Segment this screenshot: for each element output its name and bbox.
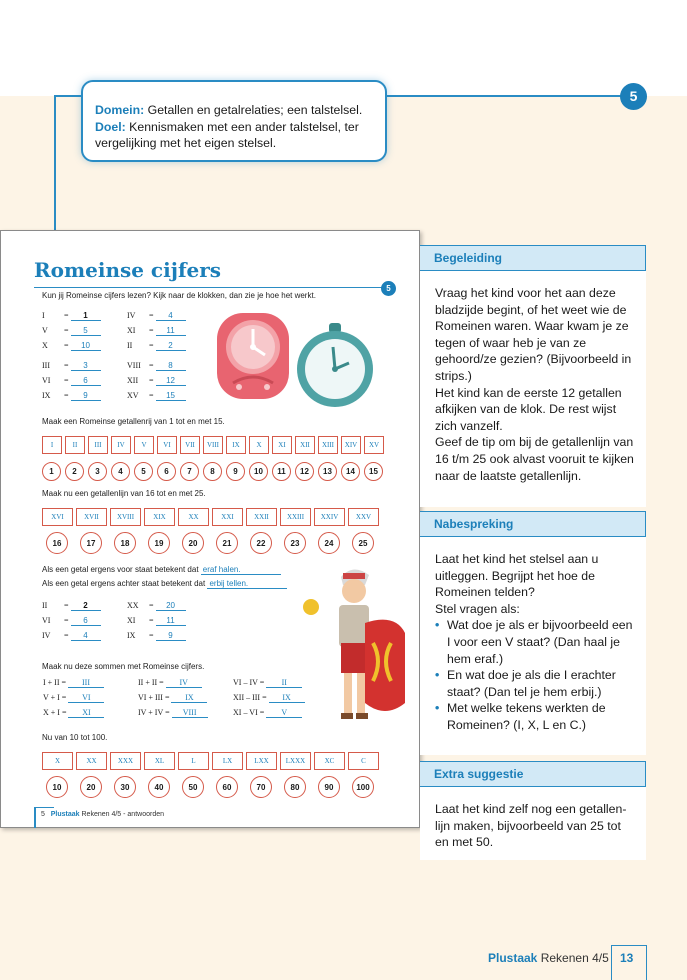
roman-numeral: VIII (127, 361, 141, 370)
number-circle: 5 (134, 462, 153, 481)
roman-equation (42, 601, 101, 611)
nabespreking-text (435, 551, 638, 617)
roman-numeral: III (42, 361, 50, 370)
roman-box: XXI (212, 508, 243, 526)
number-circle: 25 (352, 532, 374, 554)
roman-numeral: VI (42, 616, 51, 625)
roman-box: II (65, 436, 85, 454)
workbook-intro: Kun jij Romeinse cijfers lezen? Kijk naar de klokken, dan zie je hoe het werkt. (42, 291, 316, 300)
roman-sum (43, 693, 104, 703)
sum-answer: VIII (172, 708, 208, 718)
equals-sign: = (64, 376, 71, 385)
rule-1-answer: eraf halen. (201, 565, 281, 575)
number-circle: 23 (284, 532, 306, 554)
number-circle: 13 (318, 462, 337, 481)
roman-box: I (42, 436, 62, 454)
roman-box: LXXX (280, 752, 311, 770)
roman-equation (127, 376, 186, 386)
workbook-footer-brand: Plustaak (50, 811, 80, 818)
equals-sign: = (149, 391, 156, 400)
domein-text: Getallen en getalrelaties; een talstelsel. (147, 103, 363, 117)
workbook-page (0, 230, 420, 828)
begeleiding-paragraph: Vraag het kind voor het aan deze bladzijde begint, of het weet wie de Romeinen waren. Waar kwam je ze tegen of waar heb je van ze gehoord/ze gezien? (Bijvoorbeeld in strips.) (435, 286, 632, 383)
number-circle: 10 (46, 776, 68, 798)
roman-box: XL (144, 752, 175, 770)
equals-sign: = (149, 311, 156, 320)
roman-numeral: II (127, 341, 133, 350)
number-circle: 19 (148, 532, 170, 554)
nabespreking-body (420, 537, 646, 755)
roman-equation (42, 376, 101, 386)
equals-sign: = (64, 616, 71, 625)
answer-value: 20 (156, 601, 186, 611)
rule-2-answer: erbij tellen. (207, 579, 287, 589)
number-row-10-100 (46, 776, 386, 798)
number-circle: 12 (295, 462, 314, 481)
begeleiding-paragraph: Geef de tip om bij de getallenlijn van 16 t/m 25 ook alvast vooruit te kijken naar de laatste getallenlijn. (435, 435, 634, 483)
roman-equation (42, 361, 101, 371)
number-circle: 50 (182, 776, 204, 798)
answer-value: 10 (71, 341, 101, 351)
equals-sign: = (64, 361, 71, 370)
roman-sum (233, 693, 305, 703)
begeleiding-text (435, 285, 638, 484)
roman-equation (42, 391, 101, 401)
roman-equation (127, 311, 186, 321)
roman-box: X (249, 436, 269, 454)
doel-text: Kennismaken met een ander talstelsel, ter vergelijking met het eigen stelsel. (95, 119, 359, 150)
roman-box: LX (212, 752, 243, 770)
roman-equation (127, 631, 186, 641)
roman-box: L (178, 752, 209, 770)
sum-answer: III (68, 678, 104, 688)
roman-equation (127, 341, 186, 351)
number-circle: 60 (216, 776, 238, 798)
sum-answer: VI (68, 693, 104, 703)
roman-sum (233, 678, 302, 688)
number-circle: 30 (114, 776, 136, 798)
roman-box: XXV (348, 508, 379, 526)
equals-sign: = (149, 361, 156, 370)
equals-sign: = (64, 601, 71, 610)
roman-equation (127, 326, 186, 336)
roman-box: XVIII (110, 508, 141, 526)
roman-row-1-15 (42, 436, 387, 454)
number-circle: 20 (182, 532, 204, 554)
number-circle: 90 (318, 776, 340, 798)
number-circle: 21 (216, 532, 238, 554)
number-circle: 8 (203, 462, 222, 481)
number-circle: 16 (46, 532, 68, 554)
footer-divider-right (646, 945, 647, 980)
nabespreking-bullet: • Met welke tekens werkten de Romeinen? (I, X, L en C.) (435, 700, 638, 733)
pink-clock-illustration (215, 311, 291, 403)
number-circle: 18 (114, 532, 136, 554)
number-circle: 1 (42, 462, 61, 481)
roman-box: V (134, 436, 154, 454)
roman-row-16-25 (42, 508, 382, 526)
roman-equation (42, 631, 101, 641)
equals-sign: = (149, 376, 156, 385)
roman-box: XIII (318, 436, 338, 454)
footer-brand: Plustaak (488, 951, 538, 965)
sum-question: VI + III = (138, 693, 172, 702)
nabespreking-bullet: • Wat doe je als er bijvoorbeeld een I voor een V staat? (Dan haal je hem eraf.) (435, 617, 638, 667)
roman-numeral: VI (42, 376, 51, 385)
page-number-badge: 5 (620, 83, 647, 110)
answer-value: 4 (71, 631, 101, 641)
workbook-footer (41, 811, 164, 818)
roman-box: XXX (110, 752, 141, 770)
extra-header: Extra suggestie (420, 761, 646, 787)
roman-box: XII (295, 436, 315, 454)
roman-numeral: XV (127, 391, 139, 400)
roman-numeral: XX (127, 601, 139, 610)
roman-equation (42, 326, 101, 336)
roman-box: X (42, 752, 73, 770)
workbook-footer-number: 5 (41, 811, 45, 818)
nabespreking-list (435, 617, 638, 733)
answer-value: 11 (156, 616, 186, 626)
sum-answer: V (266, 708, 302, 718)
divider-line-vertical (54, 95, 56, 230)
doel-label: Doel: (95, 119, 126, 134)
number-circle: 3 (88, 462, 107, 481)
sum-question: XI – VI = (233, 708, 267, 717)
number-circle: 2 (65, 462, 84, 481)
footer-text: Rekenen 4/5 (540, 951, 609, 965)
roman-box: XXIV (314, 508, 345, 526)
footer-page-number: 13 (620, 951, 634, 965)
roman-box: XVII (76, 508, 107, 526)
row1-instruction: Maak een Romeinse getallenrij van 1 tot en met 15. (42, 417, 225, 426)
answer-value: 9 (156, 631, 186, 641)
number-circle: 9 (226, 462, 245, 481)
extra-body (420, 787, 646, 860)
footer-rule-vertical (34, 808, 36, 828)
sum-question: V + I = (43, 693, 69, 702)
roman-box: IX (226, 436, 246, 454)
answer-value: 12 (156, 376, 186, 386)
roman-sum (138, 708, 208, 718)
roman-numeral: XII (127, 376, 139, 385)
answer-value: 1 (71, 311, 101, 321)
answer-value: 15 (156, 391, 186, 401)
roman-box: XIX (144, 508, 175, 526)
roman-equation (127, 361, 186, 371)
roman-box: XI (272, 436, 292, 454)
roman-box: III (88, 436, 108, 454)
title-rule (34, 287, 388, 288)
roman-row-10-100 (42, 752, 382, 770)
workbook-badge: 5 (381, 281, 396, 296)
teal-clock-illustration (293, 323, 377, 409)
roman-sum (43, 678, 104, 688)
roman-sum (43, 708, 104, 718)
footer-rule (34, 807, 54, 808)
roman-numeral: IX (127, 631, 136, 640)
answer-value: 8 (156, 361, 186, 371)
roman-box: LXX (246, 752, 277, 770)
roman-box: VII (180, 436, 200, 454)
domein-label: Domein: (95, 103, 145, 117)
roman-numeral: IV (127, 311, 136, 320)
answer-value: 3 (71, 361, 101, 371)
number-circle: 24 (318, 532, 340, 554)
equals-sign: = (149, 341, 156, 350)
roman-equation (42, 616, 101, 626)
roman-equation (127, 391, 186, 401)
begeleiding-header: Begeleiding (420, 245, 646, 271)
page-footer (488, 951, 609, 965)
sum-answer: XI (68, 708, 104, 718)
row2-instruction: Maak nu een getallenlijn van 16 tot en met 25. (42, 489, 206, 498)
nabespreking-paragraph: Laat het kind het stelsel aan u uitleggen. Begrijpt het hoe de Romeinen telden? (435, 552, 599, 600)
row3-instruction: Nu van 10 tot 100. (42, 733, 108, 742)
begeleiding-paragraph: Het kind kan de eerste 12 getallen afkijken van de klok. De rest wijst zich vanzelf. (435, 385, 622, 433)
answer-value: 5 (71, 326, 101, 336)
sum-answer: II (266, 678, 302, 688)
sum-question: II + II = (138, 678, 166, 687)
sum-answer: IV (166, 678, 202, 688)
number-circle: 15 (364, 462, 383, 481)
extra-text: Laat het kind zelf nog een getallen-lijn maken, bijvoorbeeld van 25 tot en met 50. (435, 802, 627, 850)
equals-sign: = (64, 311, 71, 320)
roman-equation (42, 341, 101, 351)
number-circle: 100 (352, 776, 374, 798)
roman-box: XXII (246, 508, 277, 526)
goal-box (81, 80, 387, 162)
number-circle: 4 (111, 462, 130, 481)
roman-sum (233, 708, 302, 718)
footer-divider (611, 945, 612, 980)
roman-numeral: V (42, 326, 48, 335)
equals-sign: = (149, 326, 156, 335)
roman-box: XVI (42, 508, 73, 526)
answer-value: 6 (71, 616, 101, 626)
nabespreking-bullet: • En wat doe je als die I erachter staat? (Dan tel je hem erbij.) (435, 667, 638, 700)
roman-box: VI (157, 436, 177, 454)
equals-sign: = (64, 341, 71, 350)
roman-numeral: IV (42, 631, 51, 640)
roman-numeral: XI (127, 616, 136, 625)
sum-answer: IX (171, 693, 207, 703)
roman-numeral: II (42, 601, 48, 610)
nabespreking-header: Nabespreking (420, 511, 646, 537)
sum-question: I + II = (43, 678, 69, 687)
equals-sign: = (64, 631, 71, 640)
equals-sign: = (64, 391, 71, 400)
roman-box: IV (111, 436, 131, 454)
equals-sign: = (149, 631, 156, 640)
roman-box: XIV (341, 436, 361, 454)
number-circle: 22 (250, 532, 272, 554)
sums-instruction: Maak nu deze sommen met Romeinse cijfers. (42, 662, 205, 671)
equals-sign: = (149, 601, 156, 610)
roman-soldier-illustration (299, 563, 409, 743)
roman-sum (138, 678, 202, 688)
number-row-16-25 (46, 532, 386, 554)
sum-answer: IX (269, 693, 305, 703)
answer-value: 2 (71, 601, 101, 611)
number-circle: 20 (80, 776, 102, 798)
number-row-1-15 (42, 462, 387, 481)
begeleiding-body (420, 271, 646, 507)
sum-question: VI – IV = (233, 678, 267, 687)
roman-numeral: IX (42, 391, 51, 400)
workbook-title: Romeinse cijfers (34, 258, 222, 282)
answer-value: 2 (156, 341, 186, 351)
rule-1-text: Als een getal ergens voor staat betekent dat (42, 565, 199, 574)
roman-equation (42, 311, 101, 321)
roman-numeral: XI (127, 326, 136, 335)
roman-equation (127, 616, 186, 626)
answer-value: 11 (156, 326, 186, 336)
answer-value: 6 (71, 376, 101, 386)
workbook-footer-text: Rekenen 4/5 - antwoorden (81, 811, 164, 818)
sum-question: IV + IV = (138, 708, 172, 717)
number-circle: 11 (272, 462, 291, 481)
number-circle: 14 (341, 462, 360, 481)
number-circle: 6 (157, 462, 176, 481)
equals-sign: = (149, 616, 156, 625)
number-circle: 40 (148, 776, 170, 798)
nabespreking-paragraph: Stel vragen als: (435, 601, 520, 616)
roman-box: XX (178, 508, 209, 526)
roman-equation (127, 601, 186, 611)
roman-numeral: X (42, 341, 48, 350)
number-circle: 80 (284, 776, 306, 798)
footer-divider-top (611, 945, 647, 946)
roman-box: XV (364, 436, 384, 454)
equals-sign: = (64, 326, 71, 335)
answer-value: 4 (156, 311, 186, 321)
rule-1 (42, 565, 281, 575)
roman-box: XXIII (280, 508, 311, 526)
roman-box: VIII (203, 436, 223, 454)
roman-box: XC (314, 752, 345, 770)
number-circle: 17 (80, 532, 102, 554)
number-circle: 10 (249, 462, 268, 481)
rule-2-text: Als een getal ergens achter staat betekent dat (42, 579, 206, 588)
sum-question: XII – III = (233, 693, 269, 702)
answer-value: 9 (71, 391, 101, 401)
roman-sum (138, 693, 207, 703)
roman-box: C (348, 752, 379, 770)
number-circle: 7 (180, 462, 199, 481)
rule-2 (42, 579, 287, 589)
number-circle: 70 (250, 776, 272, 798)
sum-question: X + I = (43, 708, 69, 717)
roman-numeral: I (42, 311, 45, 320)
roman-box: XX (76, 752, 107, 770)
